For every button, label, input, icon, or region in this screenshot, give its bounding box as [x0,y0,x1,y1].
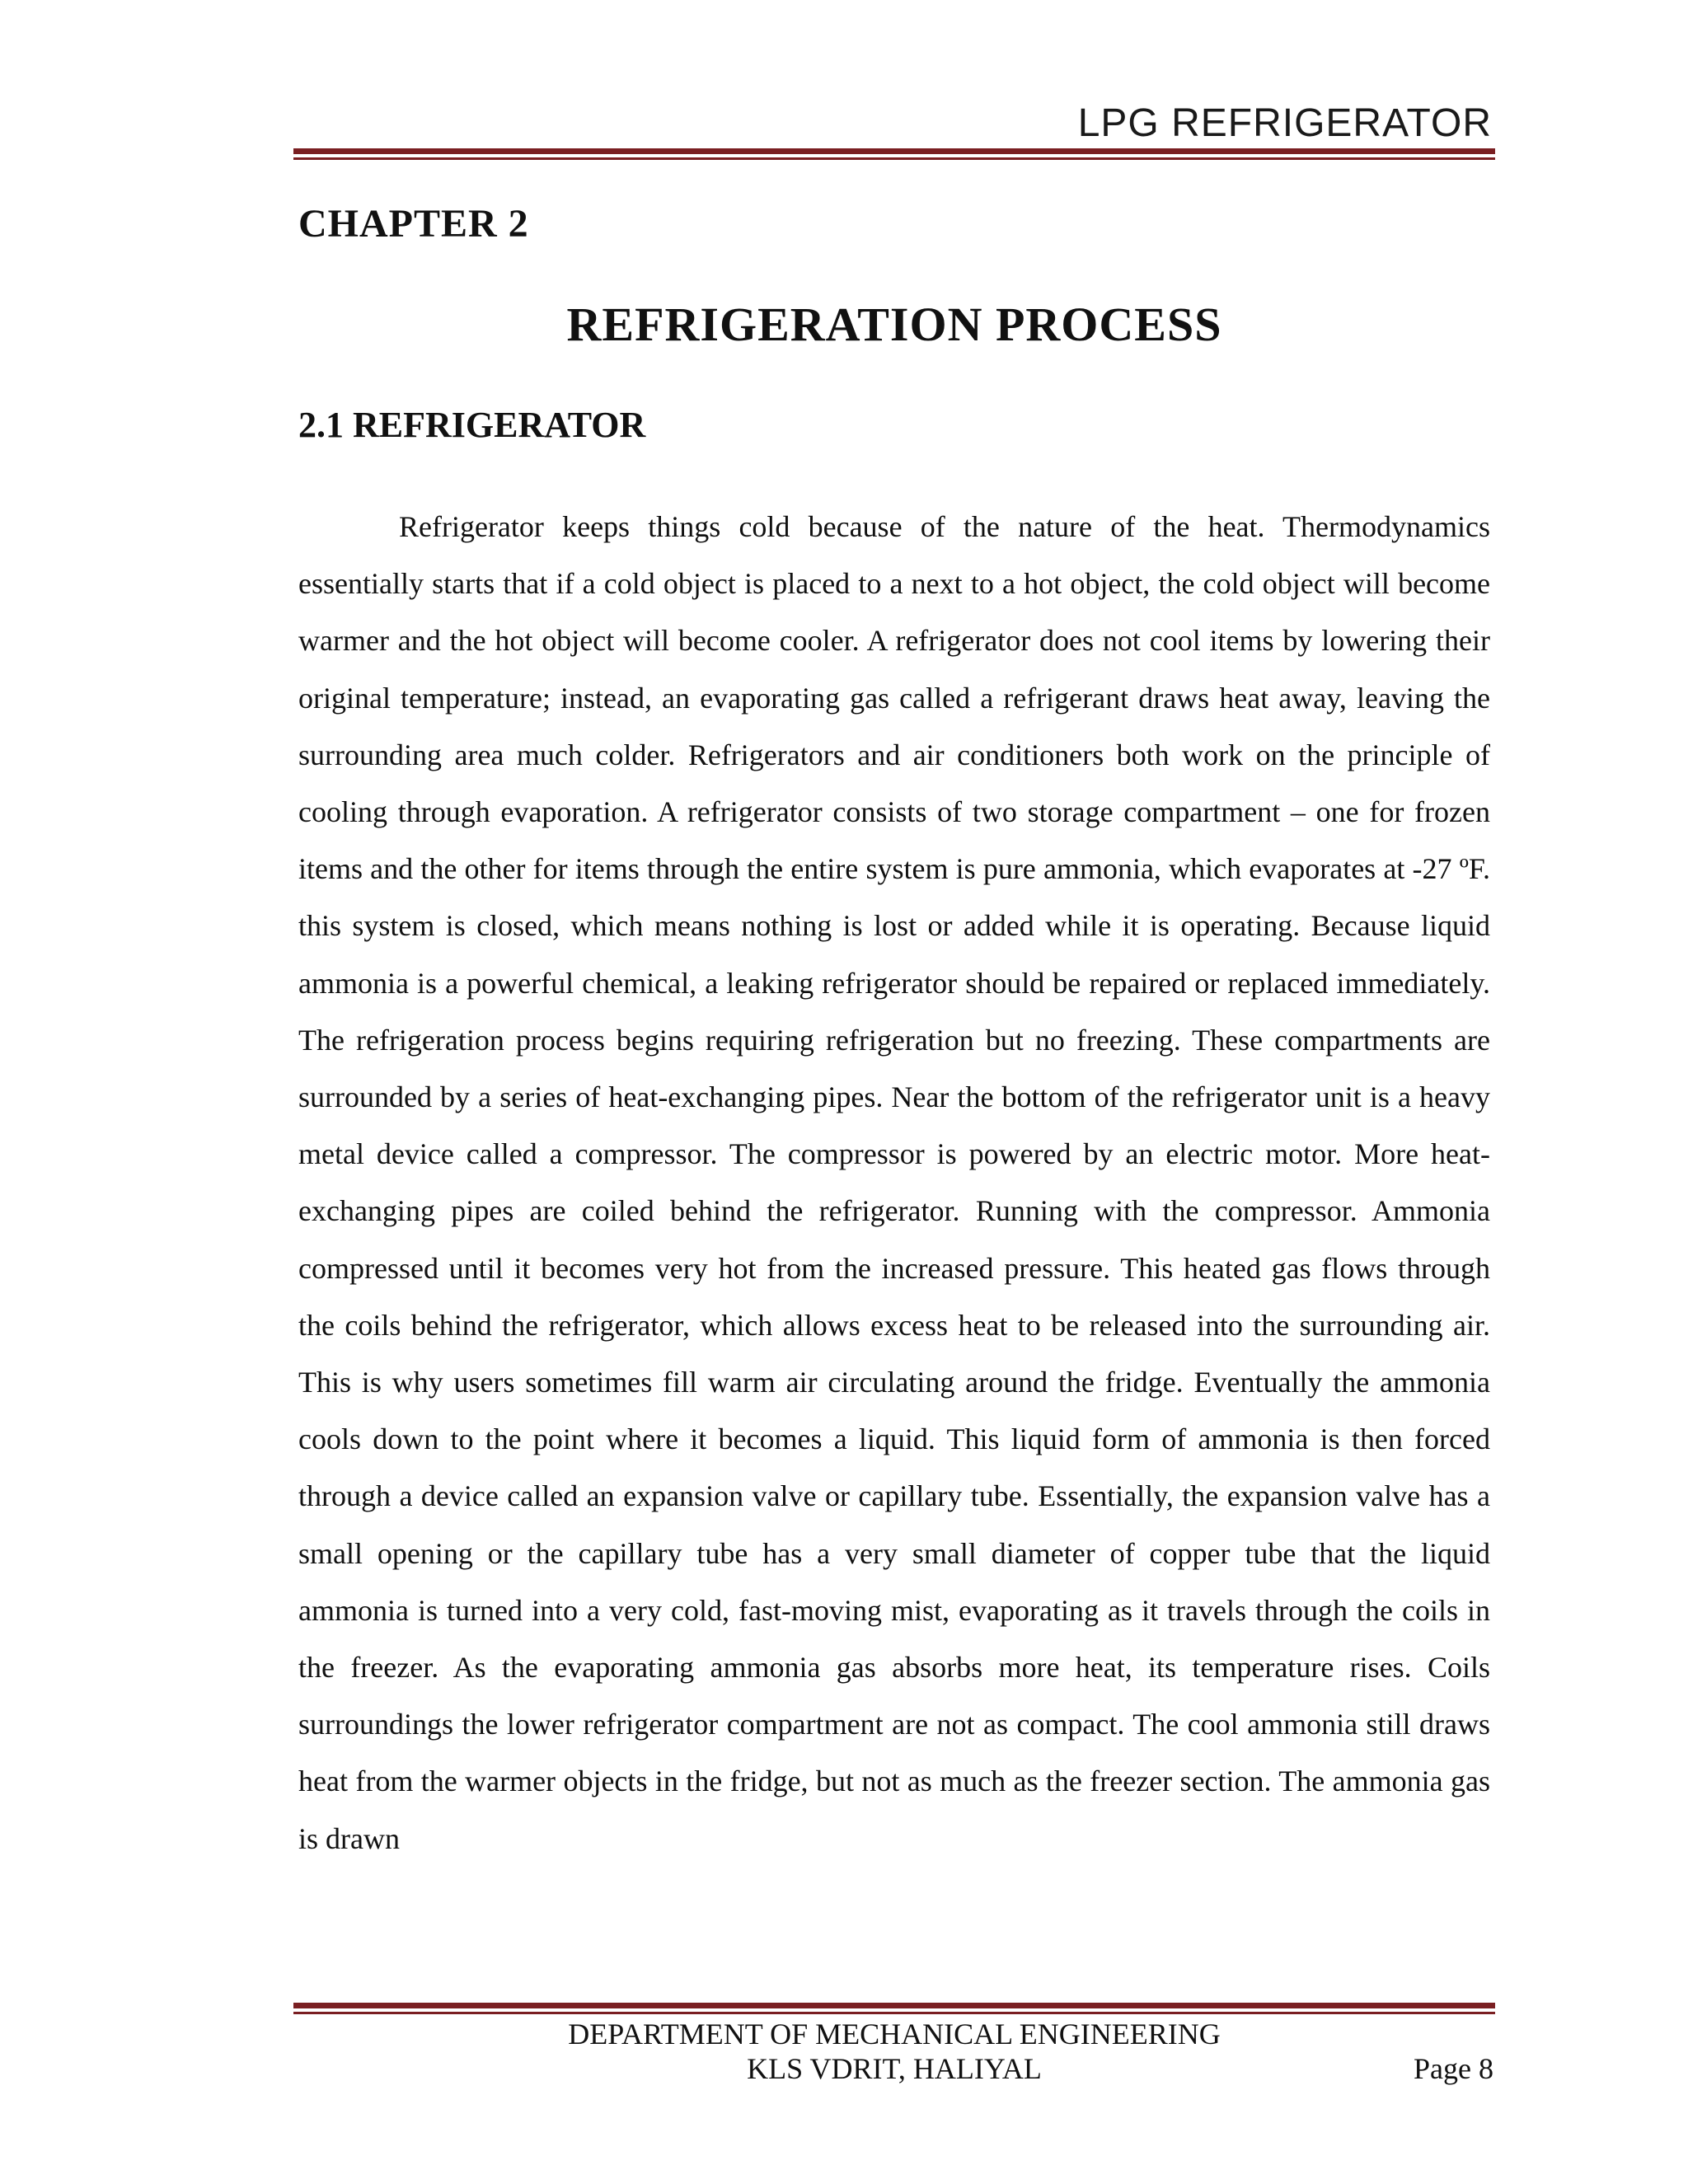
header-rule-thin-line [293,157,1495,160]
body-paragraph: Refrigerator keeps things cold because of the nature of the heat. Thermodynamics essentially starts that if a cold object is placed to a next to a hot object, the cold object will become warmer and the hot object will become cooler. A refrigerator does not cool items by lowering their original temperature; instead, an evaporating gas called a refrigerant draws heat away, leaving the surrounding area much colder. Refrigerators and air conditioners both work on the principle of cooling through evaporation. A refrigerator consists of two storage compartment – one for frozen items and the other for items through the entire system is pure ammonia, which evaporates at -27 ºF. this system is closed, which means nothing is lost or added while it is operating. Because liquid ammonia is a powerful chemical, a leaking refrigerator should be repaired or replaced immediately. The refrigeration process begins requiring refrigeration but no freezing. These compartments are surrounded by a series of heat-exchanging pipes. Near the bottom of the refrigerator unit is a heavy metal device called a compressor. The compressor is powered by an electric motor. More heat-exchanging pipes are coiled behind the refrigerator. Running with the compressor. Ammonia compressed until it becomes very hot from the increased pressure. This heated gas flows through the coils behind the refrigerator, which allows excess heat to be released into the surrounding air. This is why users sometimes fill warm air circulating around the fridge. Eventually the ammonia cools down to the point where it becomes a liquid. This liquid form of ammonia is then forced through a device called an expansion valve or capillary tube. Essentially, the expansion valve has a small opening or the capillary tube has a very small diameter of copper tube that the liquid ammonia is turned into a very cold, fast-moving mist, evaporating as it travels through the coils in the freezer. As the evaporating ammonia gas absorbs more heat, its temperature rises. Coils surroundings the lower refrigerator compartment are not as compact. The cool ammonia still draws heat from the warmer objects in the fridge, but not as much as the freezer section. The ammonia gas is drawn [298,510,1490,1855]
chapter-title: REFRIGERATION PROCESS [566,298,1222,351]
footer-college: KLS VDRIT, HALIYAL [747,2052,1042,2085]
header-rule [293,148,1495,160]
header-rule-thick-line [293,148,1495,154]
chapter-label: CHAPTER 2 [298,202,529,246]
section-heading: 2.1 REFRIGERATOR [298,405,646,445]
footer-rule [293,2003,1495,2014]
running-header-title: LPG REFRIGERATOR [1077,101,1492,145]
footer-rule-thin-line [293,2012,1495,2014]
footer-department: DEPARTMENT OF MECHANICAL ENGINEERING [568,2018,1221,2050]
footer-rule-thick-line [293,2003,1495,2008]
page-number: Page 8 [1414,2052,1493,2085]
